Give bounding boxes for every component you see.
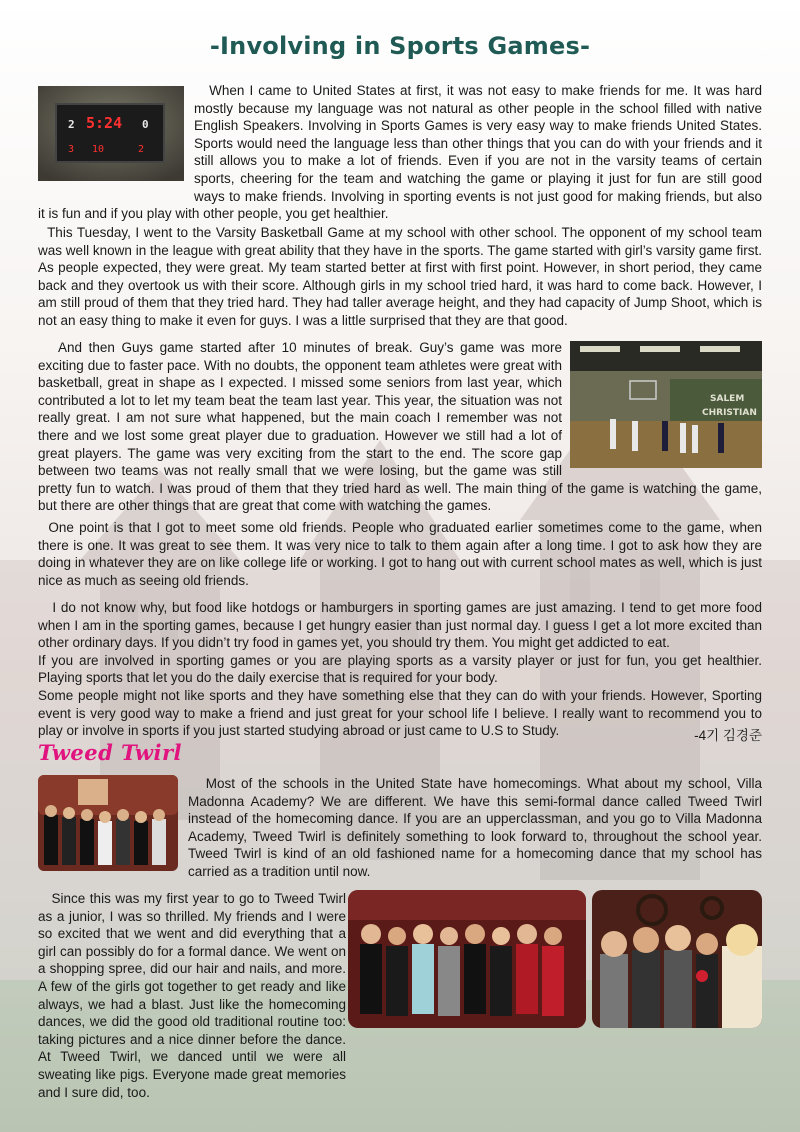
svg-text:2: 2 (68, 118, 75, 131)
svg-text:2: 2 (138, 144, 145, 155)
basketball-game-photo (570, 341, 762, 473)
sports-paragraph-4 (38, 519, 762, 589)
sports-paragraph-2-text: This Tuesday, I went to the Varsity Basketball Game at my school with other school. The opponent of my school team was well known in the league with great ability that they have in the sports. The game started with girl’s varsity game first. As people expected, they were great. My team started better at first with first point. However, in short period, they came back and they overtook us with their score. Although girls in my school tried hard, it was hard to come back. However, I am still proud of them that they tried hard. They had taller average height, and they had capacity of Jump Shoot, which is not an easy thing to make it even for guys. I was a little surprised that they are that good. (38, 225, 762, 328)
svg-text:10: 10 (92, 144, 105, 155)
sports-paragraph-1-text: When I came to United States at first, it was not easy to make friends for me. It was hard mostly because my language was not natural as other people in the school filled with native English Speakers. Involving in Sports Games is very easy way to make friends United States. Sports would need the language less than other things that you can do with your friends and it still allows you to make a lot of friends. Even if you are not in the varsity teams of certain sports, cheering for the team and watching the game or playing it just for fun are still good ways to make friends. Involving in sporting events is not just good for making friends, but also it is fun and if you play with other people, you get healthier. (38, 83, 762, 222)
svg-text:3: 3 (68, 144, 75, 155)
sports-paragraph-5a-text: I do not know why, but food like hotdogs or hamburgers in sporting games are just amazing. I tend to get more food when I am in the sporting games, because I get hungry easier than just normal day. I guess I get a lot more excited than other ordinary days. If you didn’t try food in games yet, you should try them. You might get addicted to eat. (38, 600, 762, 651)
svg-text:SALEM: SALEM (710, 394, 745, 404)
article-author: -4기 김경준 (694, 728, 762, 743)
tweed-twirl-title: Tweed Twirl (38, 740, 183, 765)
svg-text:0: 0 (142, 118, 149, 131)
sports-paragraph-3-text: And then Guys game started after 10 minutes of break. Guy’s game was more exciting due to faster pace. With no doubts, the opponent team athletes were great with basketball, great in shape as I expected. I missed some seniors from last year, which contributed a lot to let my team beat the team last year. This year, the situation was not really great. I am not sure what happened, but the main coach I remember was not there and we lost some great player due to graduation. However we still had a lot of great players. The game was very exciting from the start to the end. The score gap between two teams was not really small that we were losing, but the game was still pretty fun to watch. I was proud of them that they tried hard as well. The main thing of the game is watching the game, but there are other things that are great that come with watching the games. (38, 340, 762, 514)
sports-paragraph-3 (38, 339, 762, 515)
tweed-paragraph-2-text: Since this was my first year to go to Tweed Twirl as a junior, I was so thrilled. My friends and I were so excited that we went and did everything that a girl can possibly do for a formal dance. We went on a shopping spree, did our hair and nails, and more. A few of the girls got together to get ready and like always, we had a blast. Just like the homecoming dances, we did the good old traditional routine too: taking pictures and a nice dinner before the dance. At Tweed Twirl, we danced until we were all sweating like pigs. Everyone made great memories and I sure did, too. (38, 891, 346, 1100)
svg-text:CHRISTIAN: CHRISTIAN (702, 408, 757, 418)
sports-paragraph-1 (38, 82, 762, 223)
tweed-paragraph-1 (38, 775, 762, 881)
tweed-paragraph-2 (38, 890, 346, 1101)
sports-paragraph-5 (38, 599, 762, 740)
tweed-dance-photo-2 (592, 890, 762, 1028)
scoreboard-photo (38, 86, 184, 186)
tweed-group-photo (38, 775, 178, 876)
sports-paragraph-5c-text: Some people might not like sports and they have something else that they can do with your friends. However, Sporting event is very good way to make a friend and just great for your school life I believe. I really want to recommend you to play or involve in sports if you just started studying abroad or just came to U.S to Study. (38, 687, 762, 739)
sports-paragraph-4-text: One point is that I got to meet some old friends. People who graduated earlier sometimes come to the game, when there is one. It was great to see them. It was very nice to talk to them again after a long time. I got to ask how they are doing in whatever they are on like college life or working. I got to hang out with current school mates as well, which is just nice as much as seeing old friends. (38, 520, 762, 588)
sports-title: -Involving in Sports Games- (209, 32, 591, 60)
tweed-paragraph-1-text: Most of the schools in the United State have homecomings. What about my school, Villa Madonna Academy? We are different. We have this semi-formal dance called Tweed Twirl instead of the homecoming dance. If you are an upperclassman, and you go to Villa Madonna Academy, Tweed Twirl is definitely something to look forward to, throughout the school year. Tweed Twirl is kind of an old fashioned name for a homecoming dance that my school has carried as a tradition until now. (188, 776, 762, 879)
svg-text:5:24: 5:24 (86, 114, 123, 132)
tweed-dance-photo-1 (348, 890, 586, 1028)
sports-paragraph-2 (38, 224, 762, 330)
sports-paragraph-5b-text: If you are involved in sporting games or you are playing sports as a varsity player or just for fun, you get healthier. Playing sports that let you do the daily exercise that is required for your body. (38, 652, 762, 686)
